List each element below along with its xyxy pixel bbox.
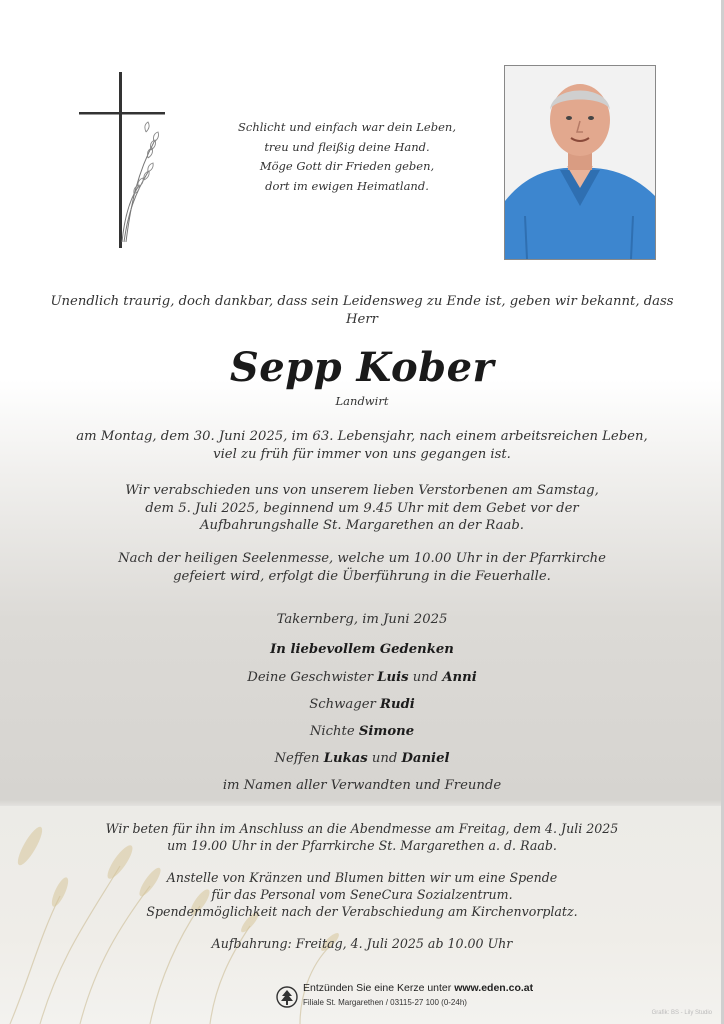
prayer-line: um 19.00 Uhr in der Pfarrkirche St. Margarethen a. d. Raab. <box>167 838 557 853</box>
donation-notice <box>60 869 664 920</box>
mass-line: gefeiert wird, erfolgt die Überführung in die Feuerhalle. <box>173 568 551 584</box>
donation-line: Anstelle von Kränzen und Blumen bitten wir um eine Spende <box>166 870 558 885</box>
niece-prefix: Nichte <box>309 724 359 739</box>
mass-line: Nach der heiligen Seelenmesse, welche um 10.00 Uhr in der Pfarrkirche <box>118 551 606 566</box>
mourners-closing: im Namen aller Verwandten und Freunde <box>222 778 502 793</box>
mourners-heading-text: In liebevollem Gedenken <box>270 642 454 657</box>
eden-candle-label: Entzünden Sie eine Kerze unter <box>303 982 455 994</box>
farewell-line: dem 5. Juli 2025, beginnend um 9.45 Uhr mit dem Gebet vor der <box>145 500 579 516</box>
mass-notice <box>60 550 664 585</box>
poem <box>232 118 462 196</box>
donation-line: Spendenmöglichkeit nach der Verabschiedung am Kirchenvorplatz. <box>146 904 578 919</box>
mourners-heading <box>0 641 724 658</box>
poem-line: dort im ewigen Heimatland. <box>265 178 429 193</box>
eden-tree-icon <box>276 986 298 1008</box>
viewing-notice: Aufbahrung: Freitag, 4. Juli 2025 ab 10.00 Uhr <box>211 936 513 951</box>
siblings-prefix: Deine Geschwister <box>247 670 378 685</box>
mourners-nephews <box>0 750 724 767</box>
death-notice <box>60 428 664 463</box>
nephew-name: Daniel <box>401 751 450 766</box>
death-notice-line: am Montag, dem 30. Juni 2025, im 63. Lebensjahr, nach einem arbeitsreichen Leben, <box>76 429 648 444</box>
farewell-notice <box>60 482 664 535</box>
design-credit: Grafik: BS - Lily Studio <box>651 1010 712 1016</box>
death-notice-line: viel zu früh für immer von uns gegangen ist. <box>213 446 511 462</box>
eden-branch: Filiale St. Margarethen / 03115-27 100 (0-24h) <box>303 998 467 1007</box>
siblings-and: und <box>408 670 443 685</box>
brother-in-law-prefix: Schwager <box>309 697 381 712</box>
nephews-prefix: Neffen <box>274 751 324 766</box>
intro-text: Unendlich traurig, doch dankbar, dass sein Leidensweg zu Ende ist, geben wir bekannt, dass Herr <box>50 294 674 327</box>
sibling-name: Luis <box>377 670 409 685</box>
sibling-name: Anni <box>442 670 477 685</box>
deceased-occupation: Landwirt <box>335 394 389 408</box>
farewell-line: Wir verabschieden uns von unserem lieben Verstorbenen am Samstag, <box>125 483 599 498</box>
deceased-name: Sepp Kober <box>229 344 495 391</box>
cross-with-wheat-icon <box>76 72 176 252</box>
nephew-name: Lukas <box>323 751 368 766</box>
brother-in-law-name: Rudi <box>380 697 415 712</box>
eden-candle-text <box>303 982 533 994</box>
farewell-line: Aufbahrungshalle St. Margarethen an der Raab. <box>200 518 524 533</box>
mourners-siblings <box>0 669 724 686</box>
eden-footer <box>276 982 536 1012</box>
mourners-niece <box>0 723 724 740</box>
donation-line: für das Personal vom SeneCura Sozialzentrum. <box>211 887 513 902</box>
place-date: Takernberg, im Juni 2025 <box>276 612 448 627</box>
niece-name: Simone <box>358 724 415 739</box>
prayer-notice <box>60 820 664 854</box>
poem-line: Möge Gott dir Frieden geben, <box>259 159 435 173</box>
nephews-and: und <box>367 751 402 766</box>
prayer-line: Wir beten für ihn im Anschluss an die Abendmesse am Freitag, dem 4. Juli 2025 <box>105 821 619 836</box>
eden-link[interactable]: www.eden.co.at <box>454 982 534 994</box>
poem-line: treu und fleißig deine Hand. <box>264 139 430 154</box>
portrait-photo <box>504 65 656 260</box>
mourners-brother-in-law <box>0 696 724 713</box>
poem-line: Schlicht und einfach war dein Leben, <box>238 120 456 134</box>
